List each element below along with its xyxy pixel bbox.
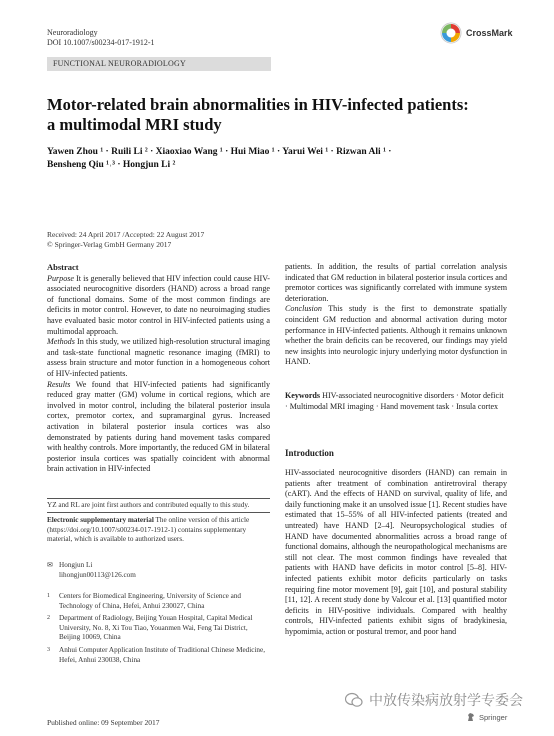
contact (47, 561, 136, 580)
conclusion-label: Conclusion (285, 304, 322, 314)
wechat-watermark (345, 690, 523, 710)
crossmark-label: CrossMark (466, 28, 513, 38)
purpose-text: It is generally believed that HIV infection could cause HIV-associated neurocognitive disorders (HAND) across a broad range of functional domains. Some of the most common findings are deficits in motor control. However, to date no neuroimaging studies have evaluated basic motor control in HIV-infected patients using a multimodal approach. (47, 273, 270, 336)
springer-label: Springer (479, 712, 508, 722)
springer-logo (466, 712, 507, 722)
affiliation-2 (47, 614, 270, 643)
authors-line-1: Yawen Zhou ¹ · Ruili Li ² · Xiaoxiao Wang ¹ · Hui Miao ¹ · Yarui Wei ¹ · Rizwan Ali ¹ · (47, 147, 392, 157)
affiliation-number: 2 (47, 615, 50, 621)
affiliation-text: Department of Radiology, Beijing Youan Hospital, Capital Medical University, No. 8, Xi Tou Tiao, Youanmen Wai, Feng Tai District, Beijing 10069, China (59, 614, 253, 641)
abstract-right (285, 262, 507, 368)
article-dates (47, 230, 204, 250)
springer-horse-icon (466, 712, 476, 722)
purpose-label: Purpose (47, 273, 74, 283)
title-line-2: a multimodal MRI study (47, 115, 222, 134)
contact-name: Hongjun Li (59, 561, 93, 569)
affiliation-1 (47, 592, 270, 611)
intro-heading: Introduction (285, 448, 334, 458)
author-list (47, 146, 487, 172)
watermark-text: 中放传染病放射学专委会 (369, 693, 523, 709)
keywords-text: HIV-associated neurocognitive disorders · Motor deficit · Multimodal MRI imaging · Hand movement task · Insula cortex (285, 391, 504, 411)
doi[interactable]: DOI 10.1007/s00234-017-1912-1 (47, 38, 155, 47)
affiliation-text: Centers for Biomedical Engineering, University of Science and Technology of China, Hefei, Anhui 230027, China (59, 592, 242, 610)
authors-line-2: Bensheng Qiu ¹˒³ · Hongjun Li ² (47, 160, 176, 170)
crossmark-icon (440, 22, 462, 44)
affiliation-number: 1 (47, 593, 50, 599)
results-text: We found that HIV-infected patients had significantly reduced gray matter (GM) volume in cortical regions, which are involved in motor control, including the bilateral posterior insula cortex, premotor cortex, and supramarginal gyrus. Increased activation in bilateral posterior insula cortices was also demonstrated by patients during hand movement tasks compared with healthy controls. More importantly, the reduced GM in bilateral posterior insula cortices was spatially coincident with abnormal brain activation in HIV-infected (47, 379, 270, 474)
received-accepted: Received: 24 April 2017 /Accepted: 22 August 2017 (47, 230, 205, 239)
footnote-divider-2 (47, 512, 270, 513)
methods-text: In this study, we utilized high-resolution structural imaging and task-state functional magnetic resonance imaging (fMRI) to assess brain structure and motor function in a homogeneous cohort of HIV-infected patients. (47, 337, 270, 378)
esm-label: Electronic supplementary material (47, 516, 154, 524)
methods-label: Methods (47, 337, 75, 347)
journal-name: Neuroradiology (47, 28, 98, 37)
abstract-left (47, 262, 270, 475)
results-continued: patients. In addition, the results of partial correlation analysis indicated that GM reduction in bilateral posterior insula cortices and premotor cortices was significantly correlated with immune system deterioration. (285, 262, 507, 303)
esm-text[interactable]: The online version of this article (https://doi.org/10.1007/s00234-017-1912-1) contains supplementary material, which is available to authorized users. (47, 516, 250, 543)
affiliation-3 (47, 646, 270, 665)
esm-note (47, 516, 270, 545)
affiliation-number: 3 (47, 647, 50, 653)
section-label: FUNCTIONAL NEURORADIOLOGY (47, 57, 271, 71)
copyright: © Springer-Verlag GmbH Germany 2017 (47, 240, 172, 249)
wechat-icon (345, 692, 363, 708)
keywords-label: Keywords (285, 391, 321, 400)
intro-text: HIV-associated neurocognitive disorders (HAND) can remain in patients after treatment of combination antiretroviral therapy (cART). And the effects of HAND on survival, quality of life, and daily functioning make it an unsolved issue [1]. Recent studies have estimated that 15–55% of all HIV-infected patients (treated and untreated) have HAND [2–4]. Neuropsychological studies of HAND have documented abnormalities across a broad range of functional domains, although the neuropathological mechanisms are still not clear. The most common findings have revealed that patients with HAND have deficits in motor control [5–8]. HIV-infected patients exhibit motor deficits particularly on tasks requiring fine motor movement [9], gait [10], and postural stability [11, 12]. A recent study done by Valcour et al. [13] quantified motor deficits in HIV-positive individuals. Compared with healthy controls, HIV-infected patients exhibit signs of bradykinesia, hypomimia, action or postural tremor, and poor hand (285, 468, 507, 636)
results-label: Results (47, 379, 71, 389)
footnote-divider (47, 498, 270, 499)
affiliation-text: Anhui Computer Application Institute of Traditional Chinese Medicine, Hefei, Anhui 230038, China (59, 646, 266, 664)
keywords (285, 391, 507, 412)
title-line-1: Motor-related brain abnormalities in HIV-infected patients: (47, 95, 469, 114)
journal-header (47, 28, 155, 48)
article-title (47, 95, 517, 135)
equal-contribution-note: YZ and RL are joint first authors and contributed equally to this study. (47, 501, 250, 509)
conclusion-text: This study is the first to demonstrate spatially coincident GM reduction and abnormal activation during motor performance in HIV-infected patients. Although it remains unknown whether the brain deficits can be recovered, our findings may yield new insights into neurologic injury underlying motor dysfunction in HAND. (285, 304, 507, 367)
envelope-icon: ✉ (47, 561, 54, 569)
published-date: Published online: 09 September 2017 (47, 718, 160, 727)
abstract-heading: Abstract (47, 262, 79, 272)
contact-email[interactable]: lihongjun00113@126.com (59, 570, 136, 579)
crossmark-badge[interactable] (440, 22, 513, 44)
